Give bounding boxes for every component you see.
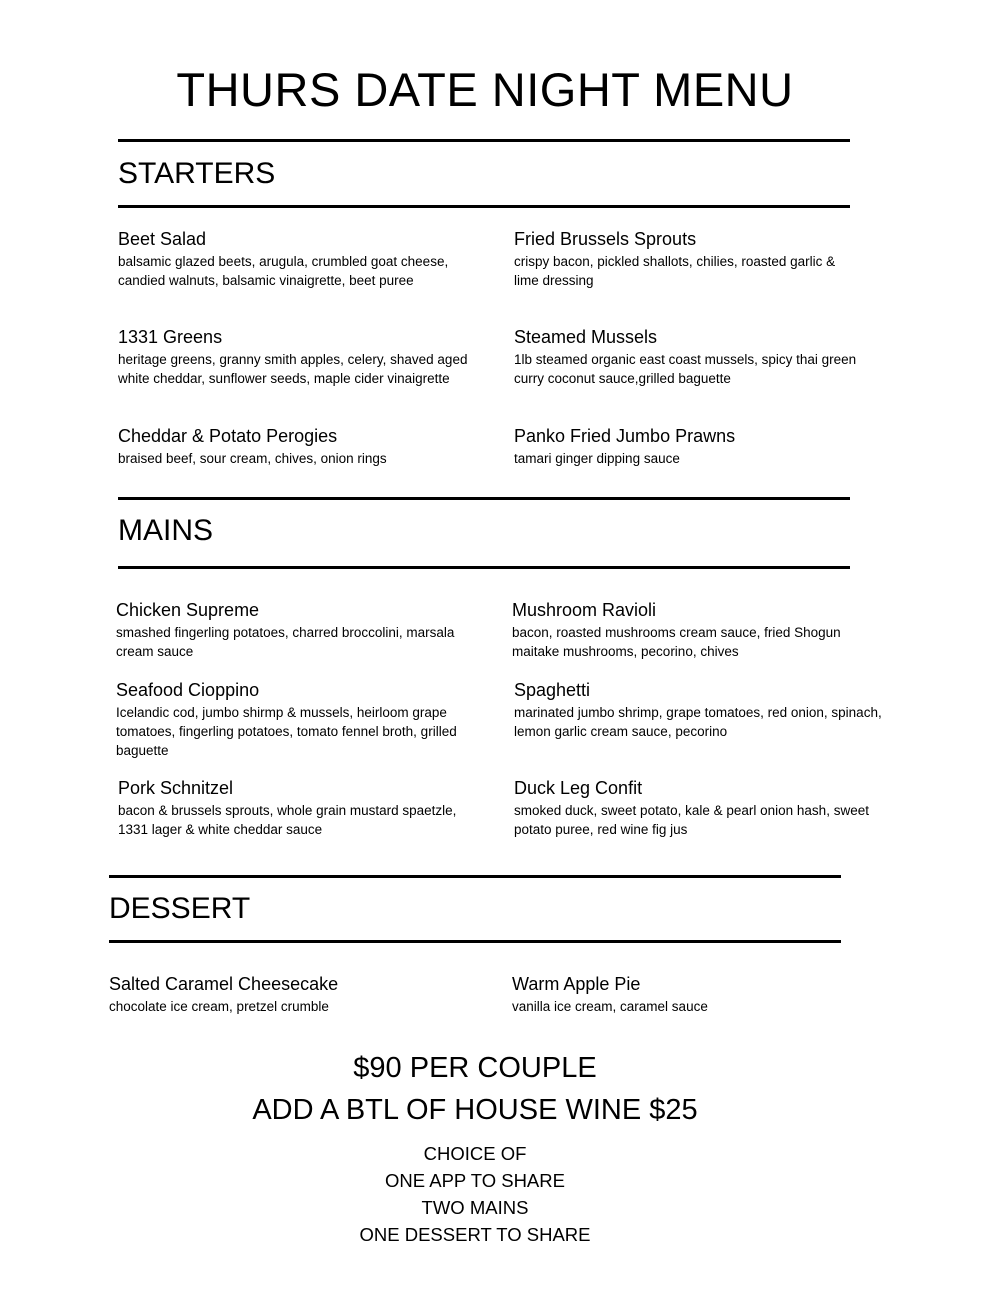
divider	[109, 940, 841, 943]
section-heading-mains: MAINS	[118, 514, 214, 547]
item-name: Pork Schnitzel	[118, 778, 234, 798]
divider	[118, 497, 850, 500]
item-description: heritage greens, granny smith apples, celery, shaved aged white cheddar, sunflower seeds, maple cider vinaigrette	[118, 352, 468, 386]
item-description: tamari ginger dipping sauce	[514, 451, 680, 466]
menu-item	[118, 425, 498, 468]
item-description: crispy bacon, pickled shallots, chilies, roasted garlic & lime dressing	[514, 254, 836, 288]
menu-item	[514, 679, 894, 741]
item-name: Panko Fried Jumbo Prawns	[514, 426, 736, 446]
divider	[118, 205, 850, 208]
menu-item	[116, 679, 486, 760]
wine-addon-line: ADD A BTL OF HOUSE WINE $25	[252, 1094, 698, 1126]
choice-line: CHOICE OF	[423, 1143, 527, 1164]
item-description: Icelandic cod, jumbo shirmp & mussels, heirloom grape tomatoes, fingerling potatoes, tomato fennel broth, grilled baguette	[116, 705, 457, 758]
menu-title: THURS DATE NIGHT MENU	[176, 63, 794, 116]
item-description: smoked duck, sweet potato, kale & pearl onion hash, sweet potato puree, red wine fig jus	[514, 803, 869, 837]
price-line: $90 PER COUPLE	[353, 1052, 597, 1084]
menu-item	[118, 228, 488, 290]
menu-item	[514, 425, 894, 468]
menu-item	[514, 777, 889, 839]
item-description: bacon, roasted mushrooms cream sauce, fried Shogun maitake mushrooms, pecorino, chives	[512, 625, 841, 659]
item-name: 1331 Greens	[118, 327, 223, 347]
item-name: Salted Caramel Cheesecake	[109, 974, 339, 994]
menu-item	[116, 599, 466, 661]
divider	[118, 139, 850, 142]
choice-line: ONE DESSERT TO SHARE	[359, 1224, 591, 1245]
section-heading-dessert: DESSERT	[109, 892, 251, 925]
item-name: Chicken Supreme	[116, 600, 260, 620]
menu-item	[118, 326, 488, 388]
choice-line: TWO MAINS	[421, 1197, 529, 1218]
item-name: Beet Salad	[118, 229, 207, 249]
item-name: Duck Leg Confit	[514, 778, 643, 798]
item-name: Warm Apple Pie	[512, 974, 641, 994]
item-description: chocolate ice cream, pretzel crumble	[109, 999, 329, 1014]
item-name: Cheddar & Potato Perogies	[118, 426, 338, 446]
divider	[118, 566, 850, 569]
item-name: Mushroom Ravioli	[512, 600, 657, 620]
item-description: marinated jumbo shrimp, grape tomatoes, red onion, spinach, lemon garlic cream sauce, pecorino	[514, 705, 882, 739]
menu-item	[109, 973, 489, 1016]
divider	[109, 875, 841, 878]
item-description: smashed fingerling potatoes, charred broccolini, marsala cream sauce	[116, 625, 455, 659]
menu-item	[512, 599, 852, 661]
item-description: vanilla ice cream, caramel sauce	[512, 999, 708, 1014]
menu-item	[118, 777, 458, 839]
menu-item	[514, 228, 844, 290]
menu-item	[512, 973, 892, 1016]
item-description: braised beef, sour cream, chives, onion rings	[118, 451, 387, 466]
item-name: Steamed Mussels	[514, 327, 658, 347]
item-name: Fried Brussels Sprouts	[514, 229, 697, 249]
choice-line: ONE APP TO SHARE	[385, 1170, 565, 1191]
item-description: balsamic glazed beets, arugula, crumbled goat cheese, candied walnuts, balsamic vinaigrette, beet puree	[118, 254, 449, 288]
menu-item	[514, 326, 874, 388]
item-name: Spaghetti	[514, 680, 591, 700]
item-description: 1lb steamed organic east coast mussels, spicy thai green curry coconut sauce,grilled baguette	[514, 352, 857, 386]
section-heading-starters: STARTERS	[118, 157, 276, 190]
item-description: bacon & brussels sprouts, whole grain mustard spaetzle, 1331 lager & white cheddar sauce	[118, 803, 457, 837]
item-name: Seafood Cioppino	[116, 680, 260, 700]
